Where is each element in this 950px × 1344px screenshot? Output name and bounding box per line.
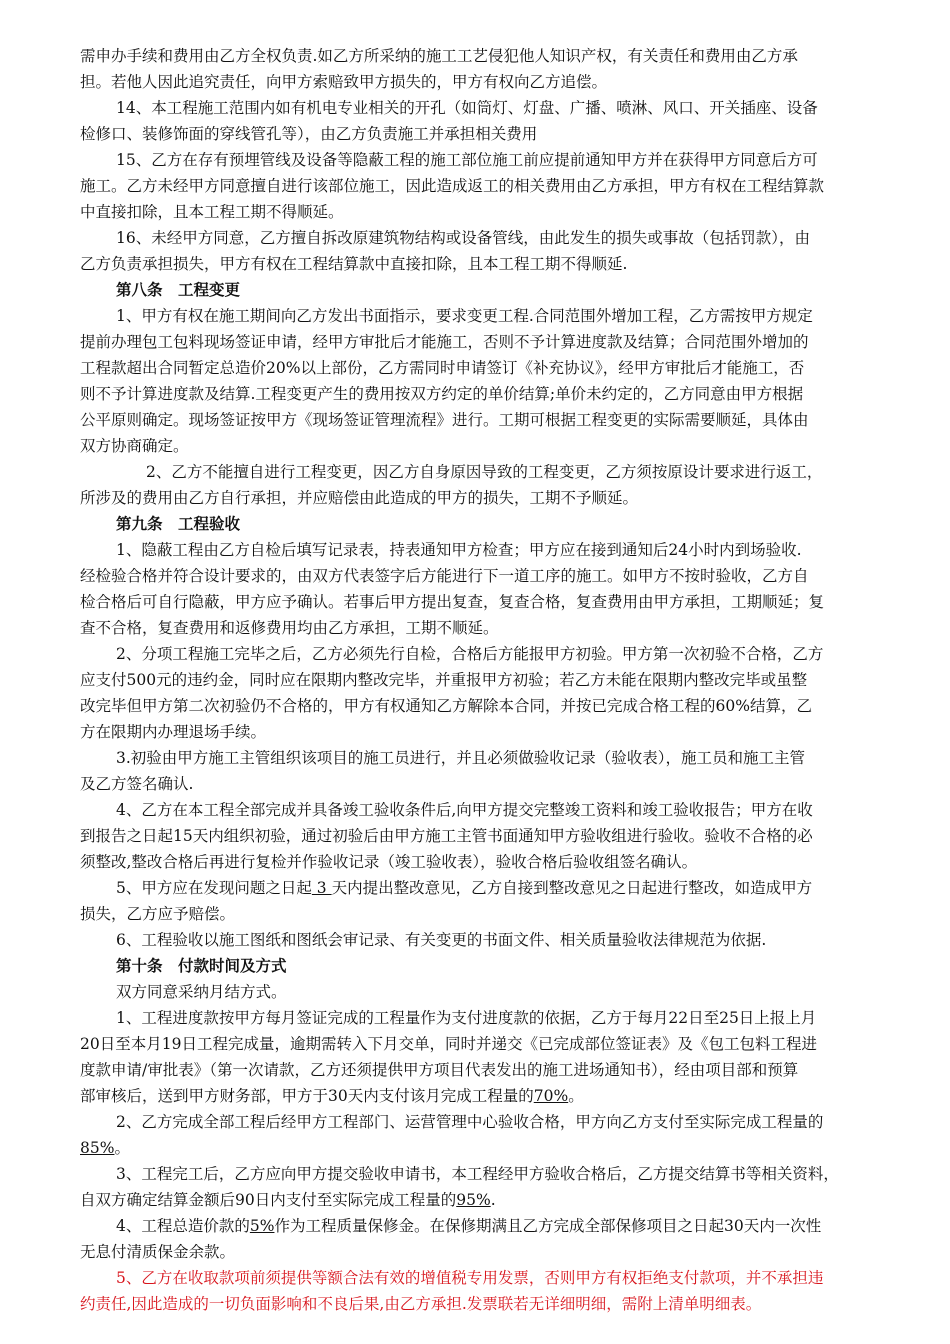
text-segment: 自双方确定结算金额后90日内支付至实际完成工程量的 — [80, 1191, 457, 1209]
text-line: 双方同意采纳月结方式。 — [116, 983, 287, 1001]
text-line: 经检验合格并符合设计要求的，由双方代表签字后方能进行下一道工序的施工。如甲方不按时验收，乙方自 — [80, 567, 809, 585]
text-line: 6、工程验收以施工图纸和图纸会审记录、有关变更的书面文件、相关质量验收法律规范为依据. — [116, 931, 767, 949]
text-line: 3.初验由甲方施工主管组织该项目的施工员进行，并且必须做验收记录（验收表），施工员和施工主管 — [116, 749, 806, 767]
clause-15: 15、乙方在存有预埋管线及设备等隐蔽工程的施工部位施工前应提前通知甲方并在获得甲方同意后方可 — [116, 151, 818, 169]
section-heading-article-9: 第九条 工程验收 — [116, 515, 241, 533]
text-line — [116, 878, 812, 898]
text-line: 3、工程完工后，乙方应向甲方提交验收申请书，本工程经甲方验收合格后，乙方提交结算书等相关资料， — [116, 1165, 839, 1183]
text-segment: 5、甲方应在发现问题之日起 — [116, 879, 312, 897]
red-notice-line: 约责任,因此造成的一切负面影响和不良后果,由乙方承担.发票联若无详细明细，需附上清单明细表。 — [80, 1295, 762, 1313]
text-line: 中直接扣除，且本工程工期不得顺延。 — [80, 203, 344, 221]
section-heading-article-10: 第十条 付款时间及方式 — [116, 957, 287, 975]
text-segment: 天内提出整改意见，乙方自接到整改意见之日起进行整改，如造成甲方 — [331, 879, 813, 897]
text-segment: 。 — [114, 1139, 130, 1157]
text-line: 无息付清质保金余款。 — [80, 1243, 236, 1261]
underlined-percent-value: 70% — [533, 1087, 569, 1105]
text-line: 乙方负责承担损失，甲方有权在工程结算款中直接扣除，且本工程工期不得顺延. — [80, 255, 628, 273]
text-line: 提前办理包工包料现场签证申请，经甲方审批后才能施工，否则不予计算进度款及结算；合同范围外增加的 — [80, 333, 809, 351]
clause-16: 16、未经甲方同意，乙方擅自拆改原建筑物结构或设备管线，由此发生的损失或事故（包括罚款），由 — [116, 229, 810, 247]
section-heading-article-8: 第八条 工程变更 — [116, 281, 241, 299]
text-line: 度款申请/审批表》（第一次请款，乙方还须提供甲方项目代表发出的施工进场通知书），经由项目部和预算 — [80, 1061, 799, 1079]
underlined-percent-value: 95% — [456, 1191, 491, 1209]
text-line: 公平原则确定。现场签证按甲方《现场签证管理流程》进行。工期可根据工程变更的实际需要顺延，具体由 — [80, 411, 809, 429]
text-line — [116, 1216, 821, 1236]
text-line: 须整改,整改合格后再进行复检并作验收记录（竣工验收表），验收合格后验收组签名确认。 — [80, 853, 698, 871]
text-line: 损失，乙方应予赔偿。 — [80, 905, 236, 923]
text-line: 改完毕但甲方第二次初验仍不合格的，甲方有权通知乙方解除本合同，并按已完成合格工程的60%结算，乙 — [80, 697, 812, 715]
text-line: 4、乙方在本工程全部完成并具备竣工验收条件后,向甲方提交完整竣工资料和竣工验收报告；甲方在收 — [116, 801, 813, 819]
text-line: 1、甲方有权在施工期间向乙方发出书面指示，要求变更工程.合同范围外增加工程，乙方需按甲方规定 — [116, 307, 813, 325]
text-line: 1、工程进度款按甲方每月签证完成的工程量作为支付进度款的依据，乙方于每月22日至25日上报上月 — [116, 1009, 817, 1027]
text-segment: 部审核后，送到甲方财务部，甲方于30天内支付该月完成工程量的 — [80, 1087, 534, 1105]
text-line: 检修口、装修饰面的穿线管孔等），由乙方负责施工并承担相关费用 — [80, 125, 538, 143]
text-line: 2、乙方不能擅自进行工程变更，因乙方自身原因导致的工程变更，乙方须按原设计要求进行返工， — [146, 463, 823, 481]
text-line: 双方协商确定。 — [80, 437, 189, 455]
text-line: 2、分项工程施工完毕之后，乙方必须先行自检，合格后方能报甲方初验。甲方第一次初验不合格，乙方 — [116, 645, 824, 663]
underlined-percent-value: 85% — [80, 1139, 115, 1157]
clause-14: 14、本工程施工范围内如有机电专业相关的开孔（如筒灯、灯盘、广播、喷淋、风口、开关插座、设备 — [116, 99, 818, 117]
red-notice-line: 5、乙方在收取款项前须提供等额合法有效的增值税专用发票，否则甲方有权拒绝支付款项，并不承担违 — [116, 1269, 824, 1287]
text-line: 2、乙方完成全部工程后经甲方工程部门、运营管理中心验收合格，甲方向乙方支付至实际完成工程量的 — [116, 1113, 824, 1131]
text-line: 担。若他人因此追究责任，向甲方索赔致甲方损失的，甲方有权向乙方追偿。 — [80, 73, 608, 91]
text-line: 所涉及的费用由乙方自行承担，并应赔偿由此造成的甲方的损失，工期不予顺延。 — [80, 489, 639, 507]
text-line: 则不予计算进度款及结算.工程变更产生的费用按双方约定的单价结算;单价未约定的，乙方同意由甲方根据 — [80, 385, 804, 403]
text-line: 查不合格，复查费用和返修费用均由乙方承担，工期不顺延。 — [80, 619, 499, 637]
text-line: 及乙方签名确认. — [80, 775, 194, 793]
text-line — [80, 1190, 496, 1210]
text-line — [80, 1086, 584, 1106]
underlined-percent-value: 5% — [249, 1217, 275, 1235]
text-line: 施工。乙方未经甲方同意擅自进行该部位施工，因此造成返工的相关费用由乙方承担，甲方有权在工程结算款 — [80, 177, 825, 195]
text-line: 应支付500元的违约金，同时应在限期内整改完毕，并重报甲方初验；若乙方未能在限期内整改完毕或虽整 — [80, 671, 808, 689]
text-line — [80, 1138, 130, 1158]
text-line: 1、隐蔽工程由乙方自检后填写记录表，持表通知甲方检查；甲方应在接到通知后24小时内到场验收. — [116, 541, 802, 559]
text-line: 检合格后可自行隐蔽，甲方应予确认。若事后甲方提出复查，复查合格，复查费用由甲方承担，工期顺延；复 — [80, 593, 825, 611]
text-segment: 。 — [568, 1087, 584, 1105]
text-line: 需申办手续和费用由乙方全权负责.如乙方所采纳的施工工艺侵犯他人知识产权，有关责任和费用由乙方承 — [80, 47, 798, 65]
text-line: 到报告之日起15天内组织初验，通过初验后由甲方施工主管书面通知甲方验收组进行验收。验收不合格的必 — [80, 827, 813, 845]
text-line: 方在限期内办理退场手续。 — [80, 723, 267, 741]
text-segment: . — [490, 1191, 496, 1209]
text-line: 20日至本月19日工程完成量，逾期需转入下月交单，同时并递交《已完成部位签证表》及《包工包料工程进 — [80, 1035, 817, 1053]
underlined-days-value: 3 — [311, 879, 332, 897]
text-segment: 4、工程总造价款的 — [116, 1217, 250, 1235]
text-line: 工程款超出合同暂定总造价20%以上部份，乙方需同时申请签订《补充协议》，经甲方审批后才能施工，否 — [80, 359, 805, 377]
text-segment: 作为工程质量保修金。在保修期满且乙方完成全部保修项目之日起30天内一次性 — [274, 1217, 822, 1235]
